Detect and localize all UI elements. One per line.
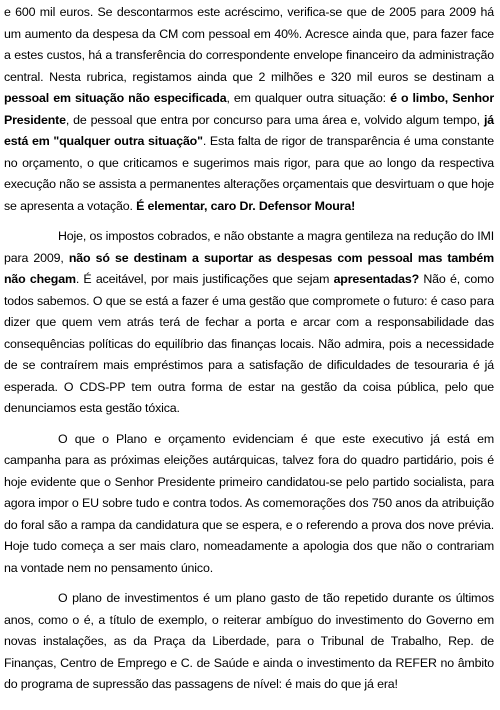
text-run: e 600 mil euros. Se descontarmos este acréscimo, verifica-se que de 2005 para 2009 há um aumento da despesa da CM com pessoal em 40%. Acresce ainda que, para fazer face a estes custos, há a transferência do correspondente envelope financeiro da administração central. Nesta rubrica, registamos ainda que 2 milhões e 320 mil euros se destinam a xyxy=(4,5,494,84)
paragraph-4 xyxy=(4,588,494,696)
emphasis-run: é o limbo, Senhor Presidente xyxy=(4,91,495,127)
emphasis-run: já está em "qualquer outra situação" xyxy=(4,112,494,148)
emphasis-run: não só se destinam a suportar as despesas com pessoal mas também não chegam xyxy=(4,250,494,286)
text-run: , de pessoal que entra por concurso para uma área e, volvido algum tempo, xyxy=(65,112,484,127)
text-run: Não é, como todos sabemos. O que se está a fazer é uma gestão que compromete o futuro: é caso para dizer que quem vem atrás terá de fechar a porta e arcar com a responsabilidade das consequências políticas do equilíbrio das finanças locais. Não admira, pois a necessidade de se contraírem mais empréstimos para a satisfação de dificuldades de tesouraria é já esperada. O CDS-PP tem outra forma de estar na gestão da coisa pública, pelo que denunciamos esta gestão tóxica. xyxy=(4,272,494,415)
text-run: , em qualquer outra situação: xyxy=(226,91,391,105)
emphasis-run: pessoal em situação não especificada xyxy=(4,91,227,105)
paragraph-3 xyxy=(4,429,494,580)
text-run: O plano de investimentos é um plano gasto de tão repetido durante os últimos anos, como o é, a título de exemplo, o reiterar ambíguo do investimento do Governo em novas instalações, as da Praça da Liberdade, para o Tribunal de Trabalho, Rep. de Finanças, Centro de Emprego e C. de Saúde e ainda o investimento da REFER no âmbito do programa de supressão das passagens de nível: é mais do que já era! xyxy=(4,591,494,691)
text-run: . Esta falta de rigor de transparência é uma constante no orçamento, o que criticamos e sugerimos mais rigor, para que ao longo da respectiva execução não se assista a permanentes alterações orçamentais que desvirtuam o que hoje se apresenta a votação. xyxy=(4,134,494,213)
text-run: Hoje, os impostos cobrados, e não obstante a magra gentileza na redução do IMI para 2009, xyxy=(4,229,494,265)
text-run: O que o Plano e orçamento evidenciam é que este executivo já está em campanha para as próximas eleições autárquicas, talvez fora do quadro partidário, pois é hoje evidente que o Senhor Presidente primeiro candidatou-se pelo partido socialista, para agora impor o EU sobre tudo e contra todos. As comemorações dos 750 anos da atribuição do foral são a rampa da candidatura que se espera, e o referendo a prova dos nove prévia. Hoje tudo começa a ser mais claro, nomeadamente a apologia dos que não o contrariam na vontade nem no pensamento único. xyxy=(4,431,494,575)
text-run: . É aceitável, por mais justificações que sejam xyxy=(75,272,334,286)
emphasis-run: apresentadas? xyxy=(333,272,420,286)
paragraph-1 xyxy=(4,2,494,217)
paragraph-2 xyxy=(4,226,494,420)
emphasis-run: É elementar, caro Dr. Defensor Moura! xyxy=(136,198,356,213)
